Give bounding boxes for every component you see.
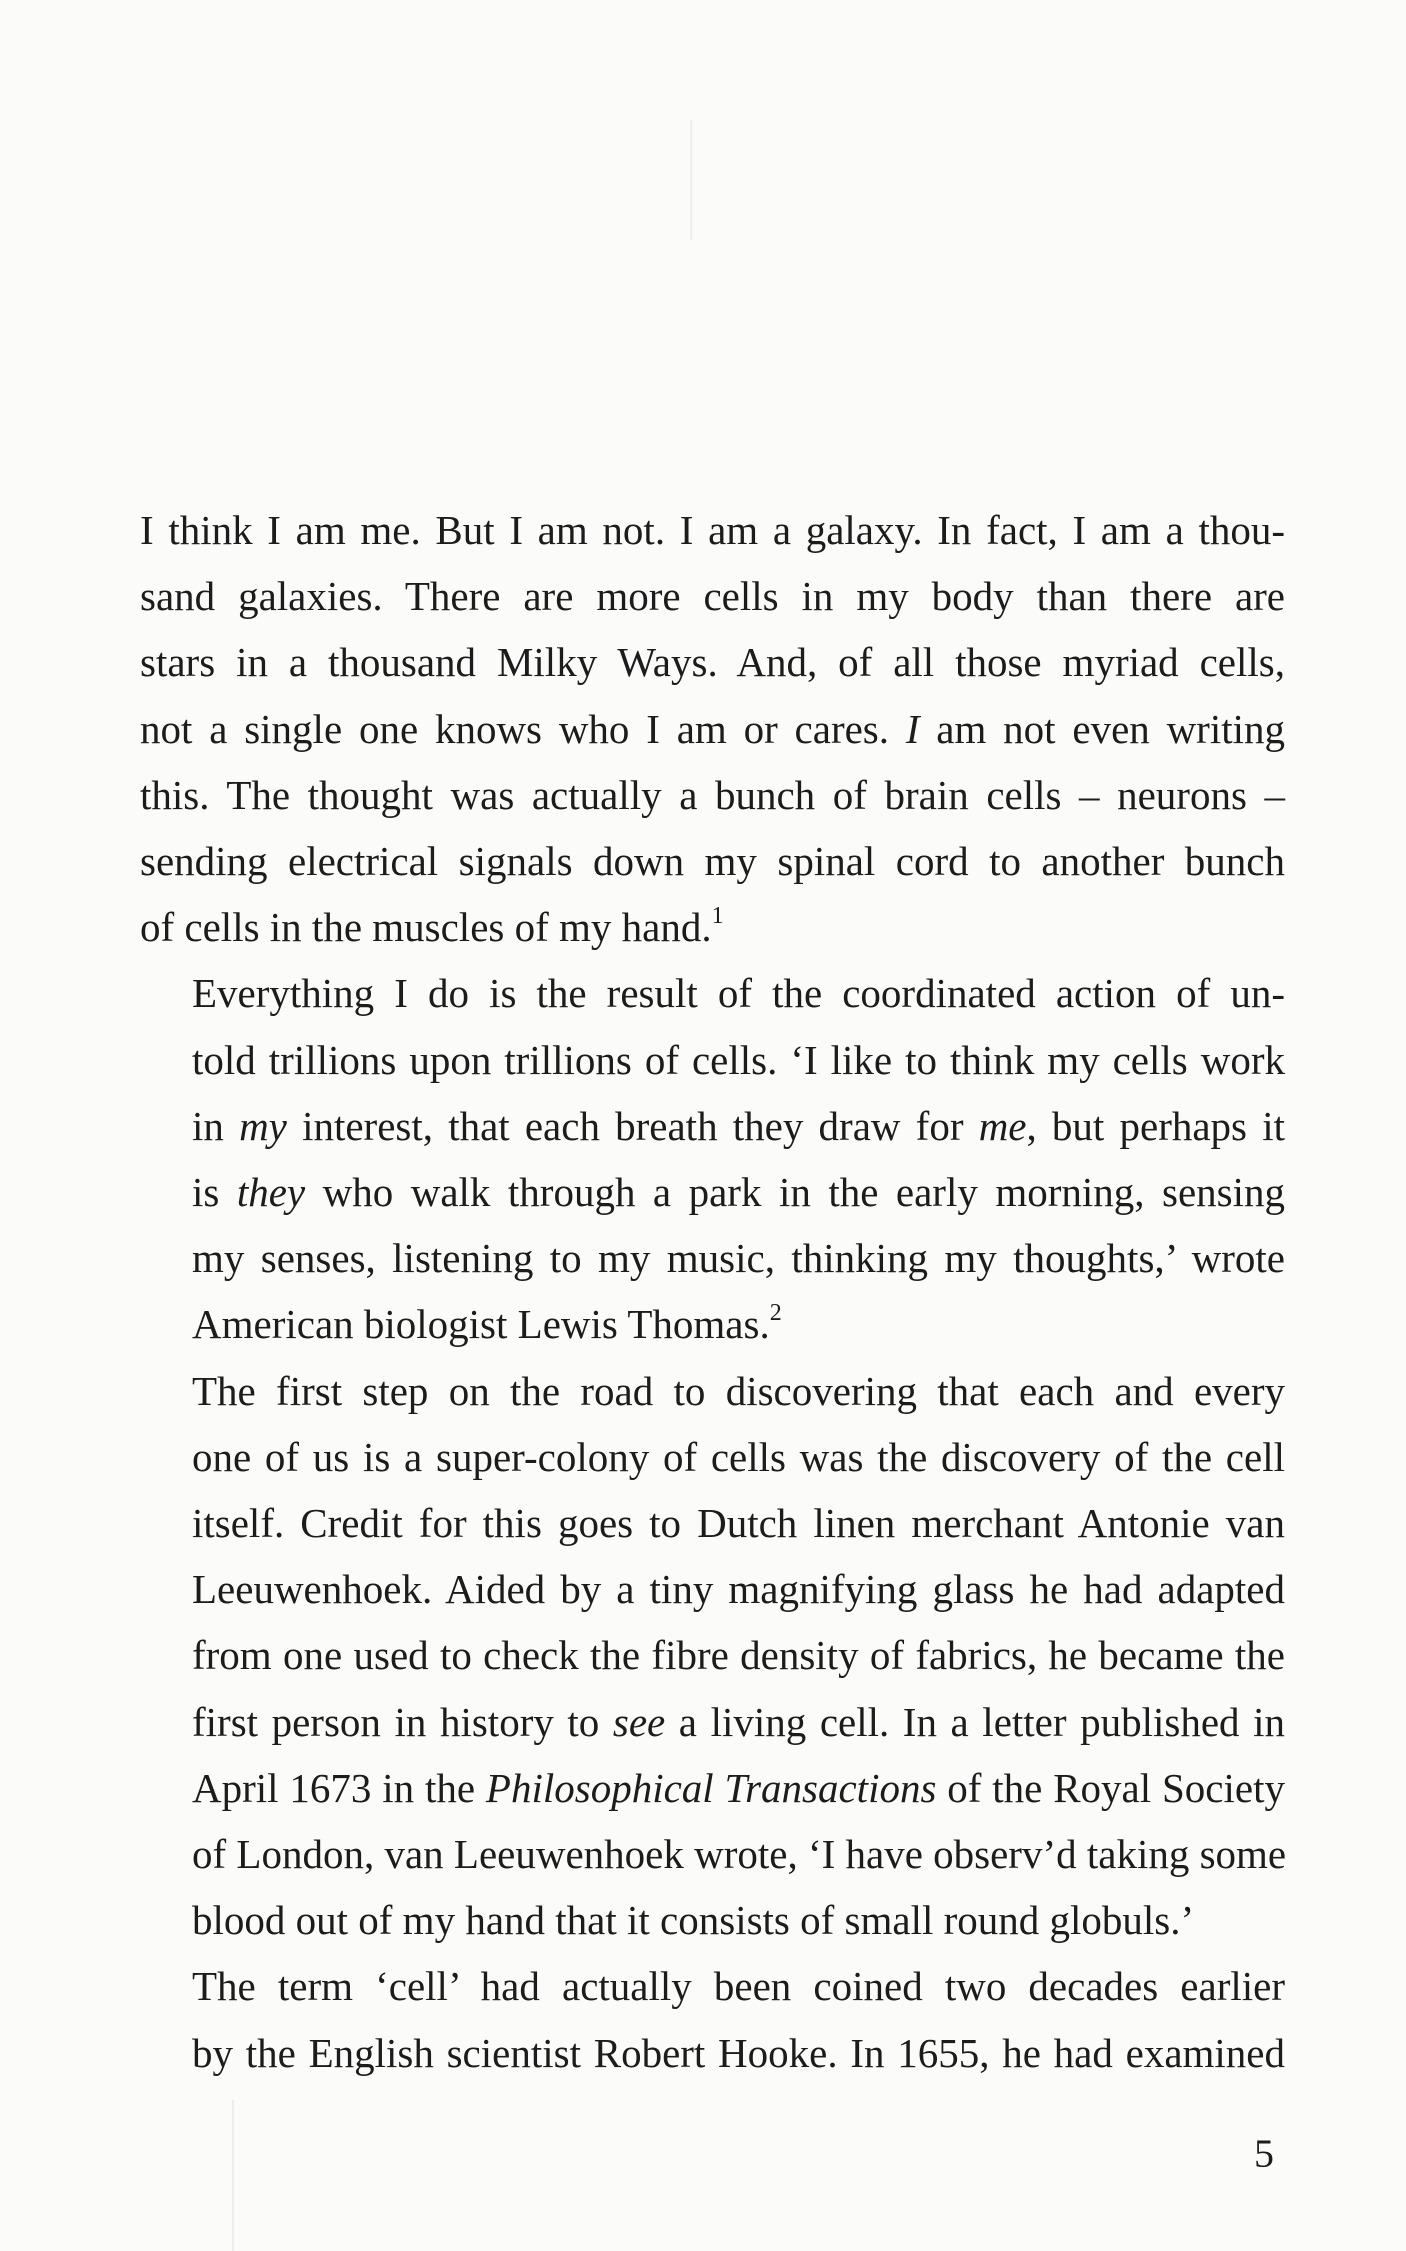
text-run: in — [192, 1102, 240, 1149]
text-run: first person in history to — [192, 1698, 613, 1745]
text-line — [140, 1821, 1285, 1887]
text-run: told trillions upon trillions of cells. ‘I like to think my cells work — [192, 1036, 1285, 1083]
text-run: blood out of my hand that it consists of small round globuls.’ — [192, 1897, 1195, 1944]
text-run: a living cell. In a letter published in — [665, 1698, 1285, 1745]
text-run: is — [192, 1169, 237, 1216]
text-line — [140, 1159, 1285, 1225]
text-line — [140, 1887, 1285, 1953]
text-line — [140, 563, 1285, 629]
italic-text: see — [612, 1698, 666, 1745]
italic-text: they — [236, 1169, 306, 1216]
text-line — [140, 1689, 1285, 1755]
text-run: itself. Credit for this goes to Dutch linen merchant Antonie van — [192, 1500, 1285, 1547]
text-run: Leeuwenhoek. Aided by a tiny magnifying glass he had adapted — [192, 1566, 1285, 1613]
text-line — [140, 1093, 1285, 1159]
paragraph-1 — [140, 497, 1285, 960]
text-run: of the Royal Society — [936, 1764, 1285, 1811]
text-run: stars in a thousand Milky Ways. And, of all those myriad cells, — [140, 639, 1285, 686]
text-line — [140, 1424, 1285, 1490]
text-line — [140, 1755, 1285, 1821]
text-run: am not even writing — [919, 705, 1286, 752]
text-line — [140, 762, 1285, 828]
scan-artifact — [232, 2100, 234, 2251]
text-run: American biologist Lewis Thomas. — [192, 1301, 770, 1348]
text-run: of cells in the muscles of my hand. — [140, 904, 712, 951]
paragraph-2 — [140, 960, 1285, 1357]
text-run: who walk through a park in the early morning, sensing — [305, 1169, 1285, 1216]
text-run: sand galaxies. There are more cells in my body than there are — [140, 573, 1285, 620]
italic-text: Philosophical Transactions — [485, 1764, 937, 1811]
text-run: by the English scientist Robert Hooke. In 1655, he had examined — [192, 2029, 1285, 2076]
paragraph-4 — [140, 1953, 1285, 2085]
text-line — [140, 1027, 1285, 1093]
text-run: not a single one knows who I am or cares. — [140, 705, 906, 752]
text-run: one of us is a super-colony of cells was the discovery of the cell — [192, 1433, 1285, 1480]
page-number: 5 — [1254, 2131, 1274, 2176]
text-run: April 1673 in the — [192, 1764, 486, 1811]
text-line — [140, 960, 1285, 1026]
text-line — [140, 1953, 1285, 2019]
text-line — [140, 1358, 1285, 1424]
body-text — [140, 497, 1285, 2086]
text-run: this. The thought was actually a bunch of brain cells – neurons – — [140, 771, 1285, 818]
text-run: from one used to check the fibre density of fabrics, he became the — [192, 1632, 1285, 1679]
text-line — [140, 497, 1285, 563]
text-line — [140, 1490, 1285, 1556]
text-run: I think I am me. But I am not. I am a galaxy. In fact, I am a thou- — [140, 507, 1285, 553]
text-line — [140, 696, 1285, 762]
footnote-marker: 2 — [769, 1300, 782, 1327]
text-line — [140, 894, 1285, 960]
text-run: The term ‘cell’ had actually been coined two decades earlier — [192, 1963, 1285, 2010]
text-line — [140, 1291, 1285, 1357]
italic-text: me — [978, 1102, 1027, 1149]
italic-text: my — [239, 1102, 287, 1149]
text-run: , but perhaps it — [1026, 1102, 1285, 1149]
text-run: The first step on the road to discovering that each and every — [192, 1367, 1285, 1414]
text-line — [140, 1622, 1285, 1688]
text-line — [140, 629, 1285, 695]
text-run: Everything I do is the result of the coordinated action of un- — [192, 970, 1285, 1017]
paragraph-3 — [140, 1358, 1285, 1954]
text-line — [140, 1225, 1285, 1291]
text-line — [140, 2020, 1285, 2086]
text-line — [140, 1556, 1285, 1622]
footnote-marker: 1 — [711, 903, 724, 930]
text-run: interest, that each breath they draw for — [286, 1102, 979, 1149]
text-run: my senses, listening to my music, thinking my thoughts,’ wrote — [192, 1235, 1285, 1282]
text-run: of London, van Leeuwenhoek wrote, ‘I have observ’d taking some — [192, 1831, 1287, 1878]
italic-text: I — [905, 705, 920, 752]
text-run: sending electrical signals down my spinal cord to another bunch — [140, 838, 1285, 885]
text-line — [140, 828, 1285, 894]
scan-artifact — [690, 120, 692, 240]
